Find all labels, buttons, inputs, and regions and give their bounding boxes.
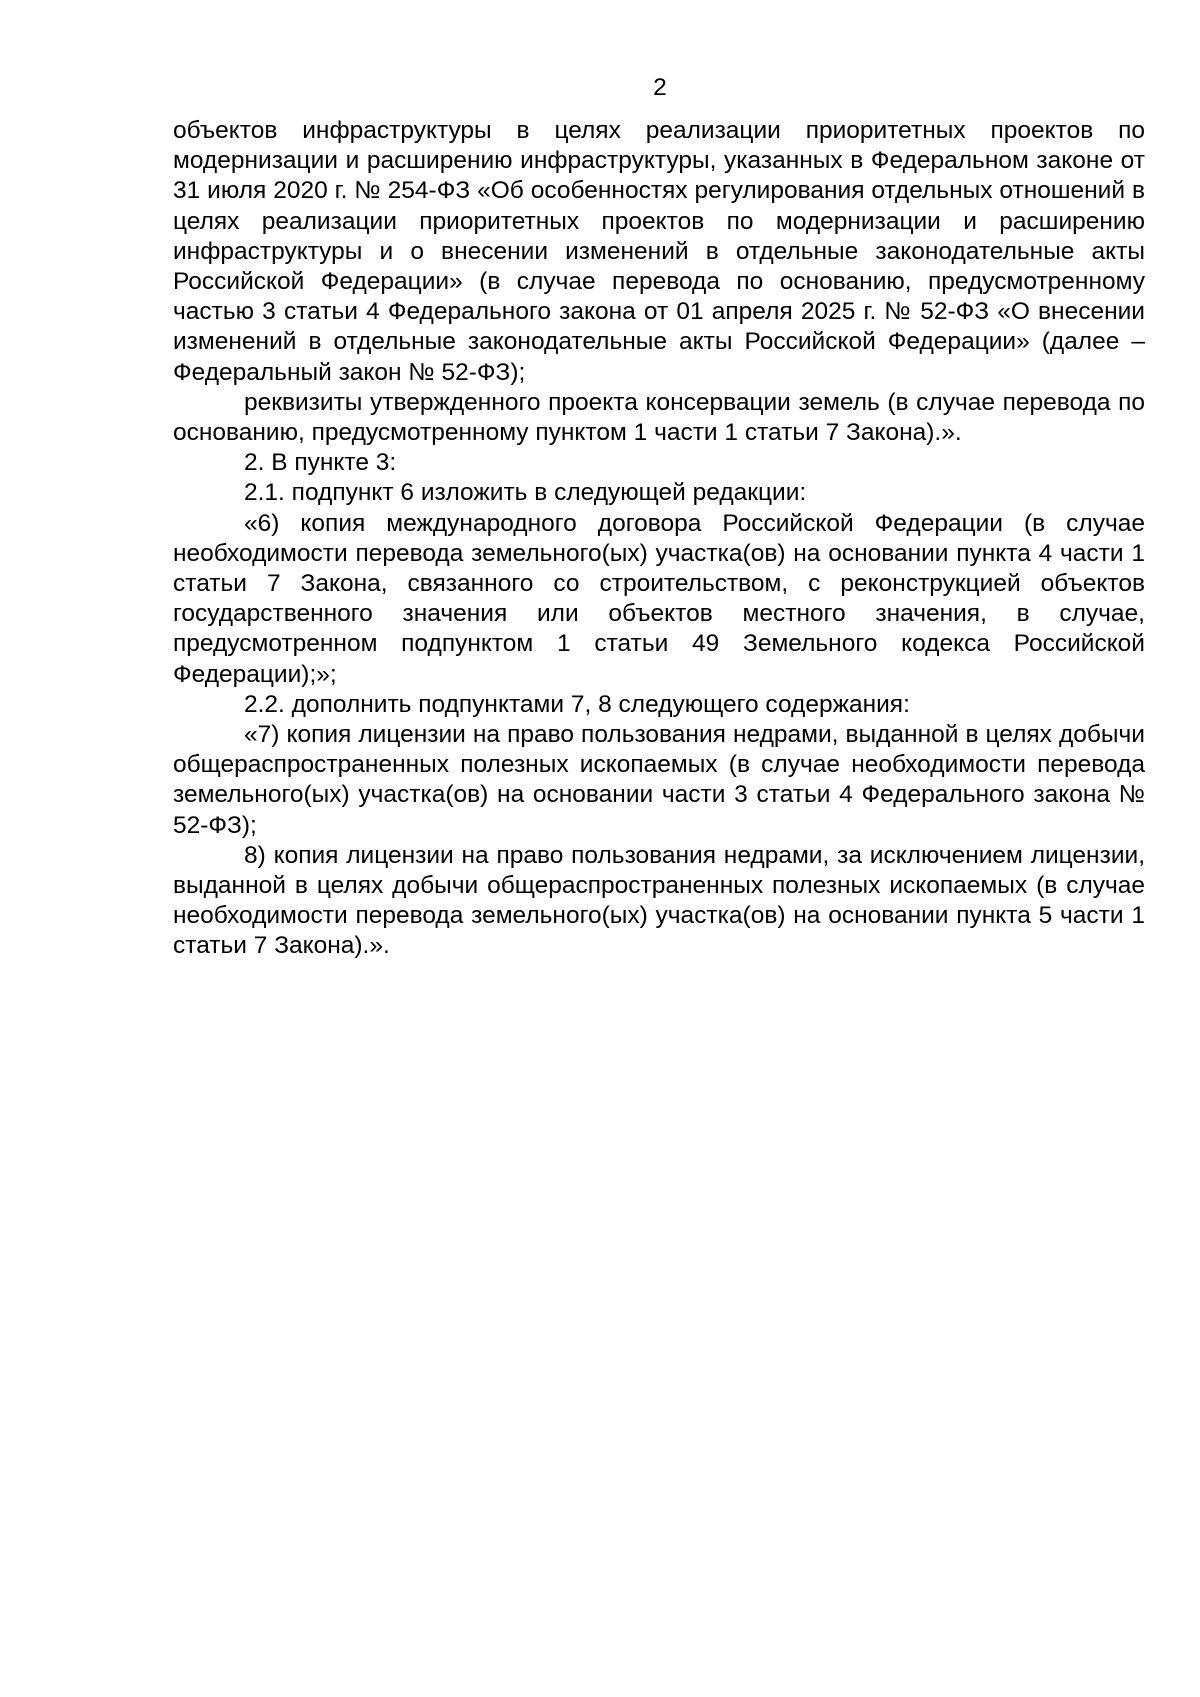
document-body	[173, 116, 1145, 962]
paragraph-item-8: 8) копия лицензии на право пользования недрами, за исключением лицензии, выданной в целях добычи общераспространенных полезных ископаемых (в случае необходимости перевода земельного(ых) участка(ов) на основании пункта 5 части 1 статьи 7 Закона).».	[173, 841, 1145, 960]
paragraph-point-3-heading: 2. В пункте 3:	[244, 449, 397, 477]
paragraph-item-6: «6) копия международного договора Российской Федерации (в случае необходимости перевода земельного(ых) участка(ов) на основании пункта 4 части 1 статьи 7 Закона, связанного со строительством, с реконструкцией объектов государственного значения или объектов местного значения, в случае, предусмотренном подпунктом 1 статьи 49 Земельного кодекса Российской Федерации);»;	[173, 509, 1145, 688]
paragraph-item-7: «7) копия лицензии на право пользования недрами, выданной в целях добычи общераспространенных полезных ископаемых (в случае необходимости перевода земельного(ых) участка(ов) на основании части 3 статьи 4 Федерального закона № 52-ФЗ);	[173, 721, 1145, 839]
paragraph-subpoint-2-1: 2.1. подпункт 6 изложить в следующей редакции:	[244, 479, 807, 507]
paragraph-conservation-project: реквизиты утвержденного проекта консервации земель (в случае перевода по основанию, предусмотренному пунктом 1 части 1 статьи 7 Закона).».	[173, 388, 1145, 447]
page-number: 2	[653, 74, 667, 101]
paragraph-subpoint-2-2: 2.2. дополнить подпунктами 7, 8 следующего содержания:	[244, 690, 910, 718]
paragraph-continuation: объектов инфраструктуры в целях реализации приоритетных проектов по модернизации и расширению инфраструктуры, указанных в Федеральном законе от 31 июля 2020 г. № 254-ФЗ «Об особенностях регулирования отдельных отношений в целях реализации приоритетных проектов по модернизации и расширению инфраструктуры и о внесении изменений в отдельные законодательные акты Российской Федерации» (в случае перевода по основанию, предусмотренному частью 3 статьи 4 Федерального закона от 01 апреля 2025 г. № 52-ФЗ «О внесении изменений в отдельные законодательные акты Российской Федерации» (далее – Федеральный закон № 52-ФЗ);	[173, 117, 1145, 386]
